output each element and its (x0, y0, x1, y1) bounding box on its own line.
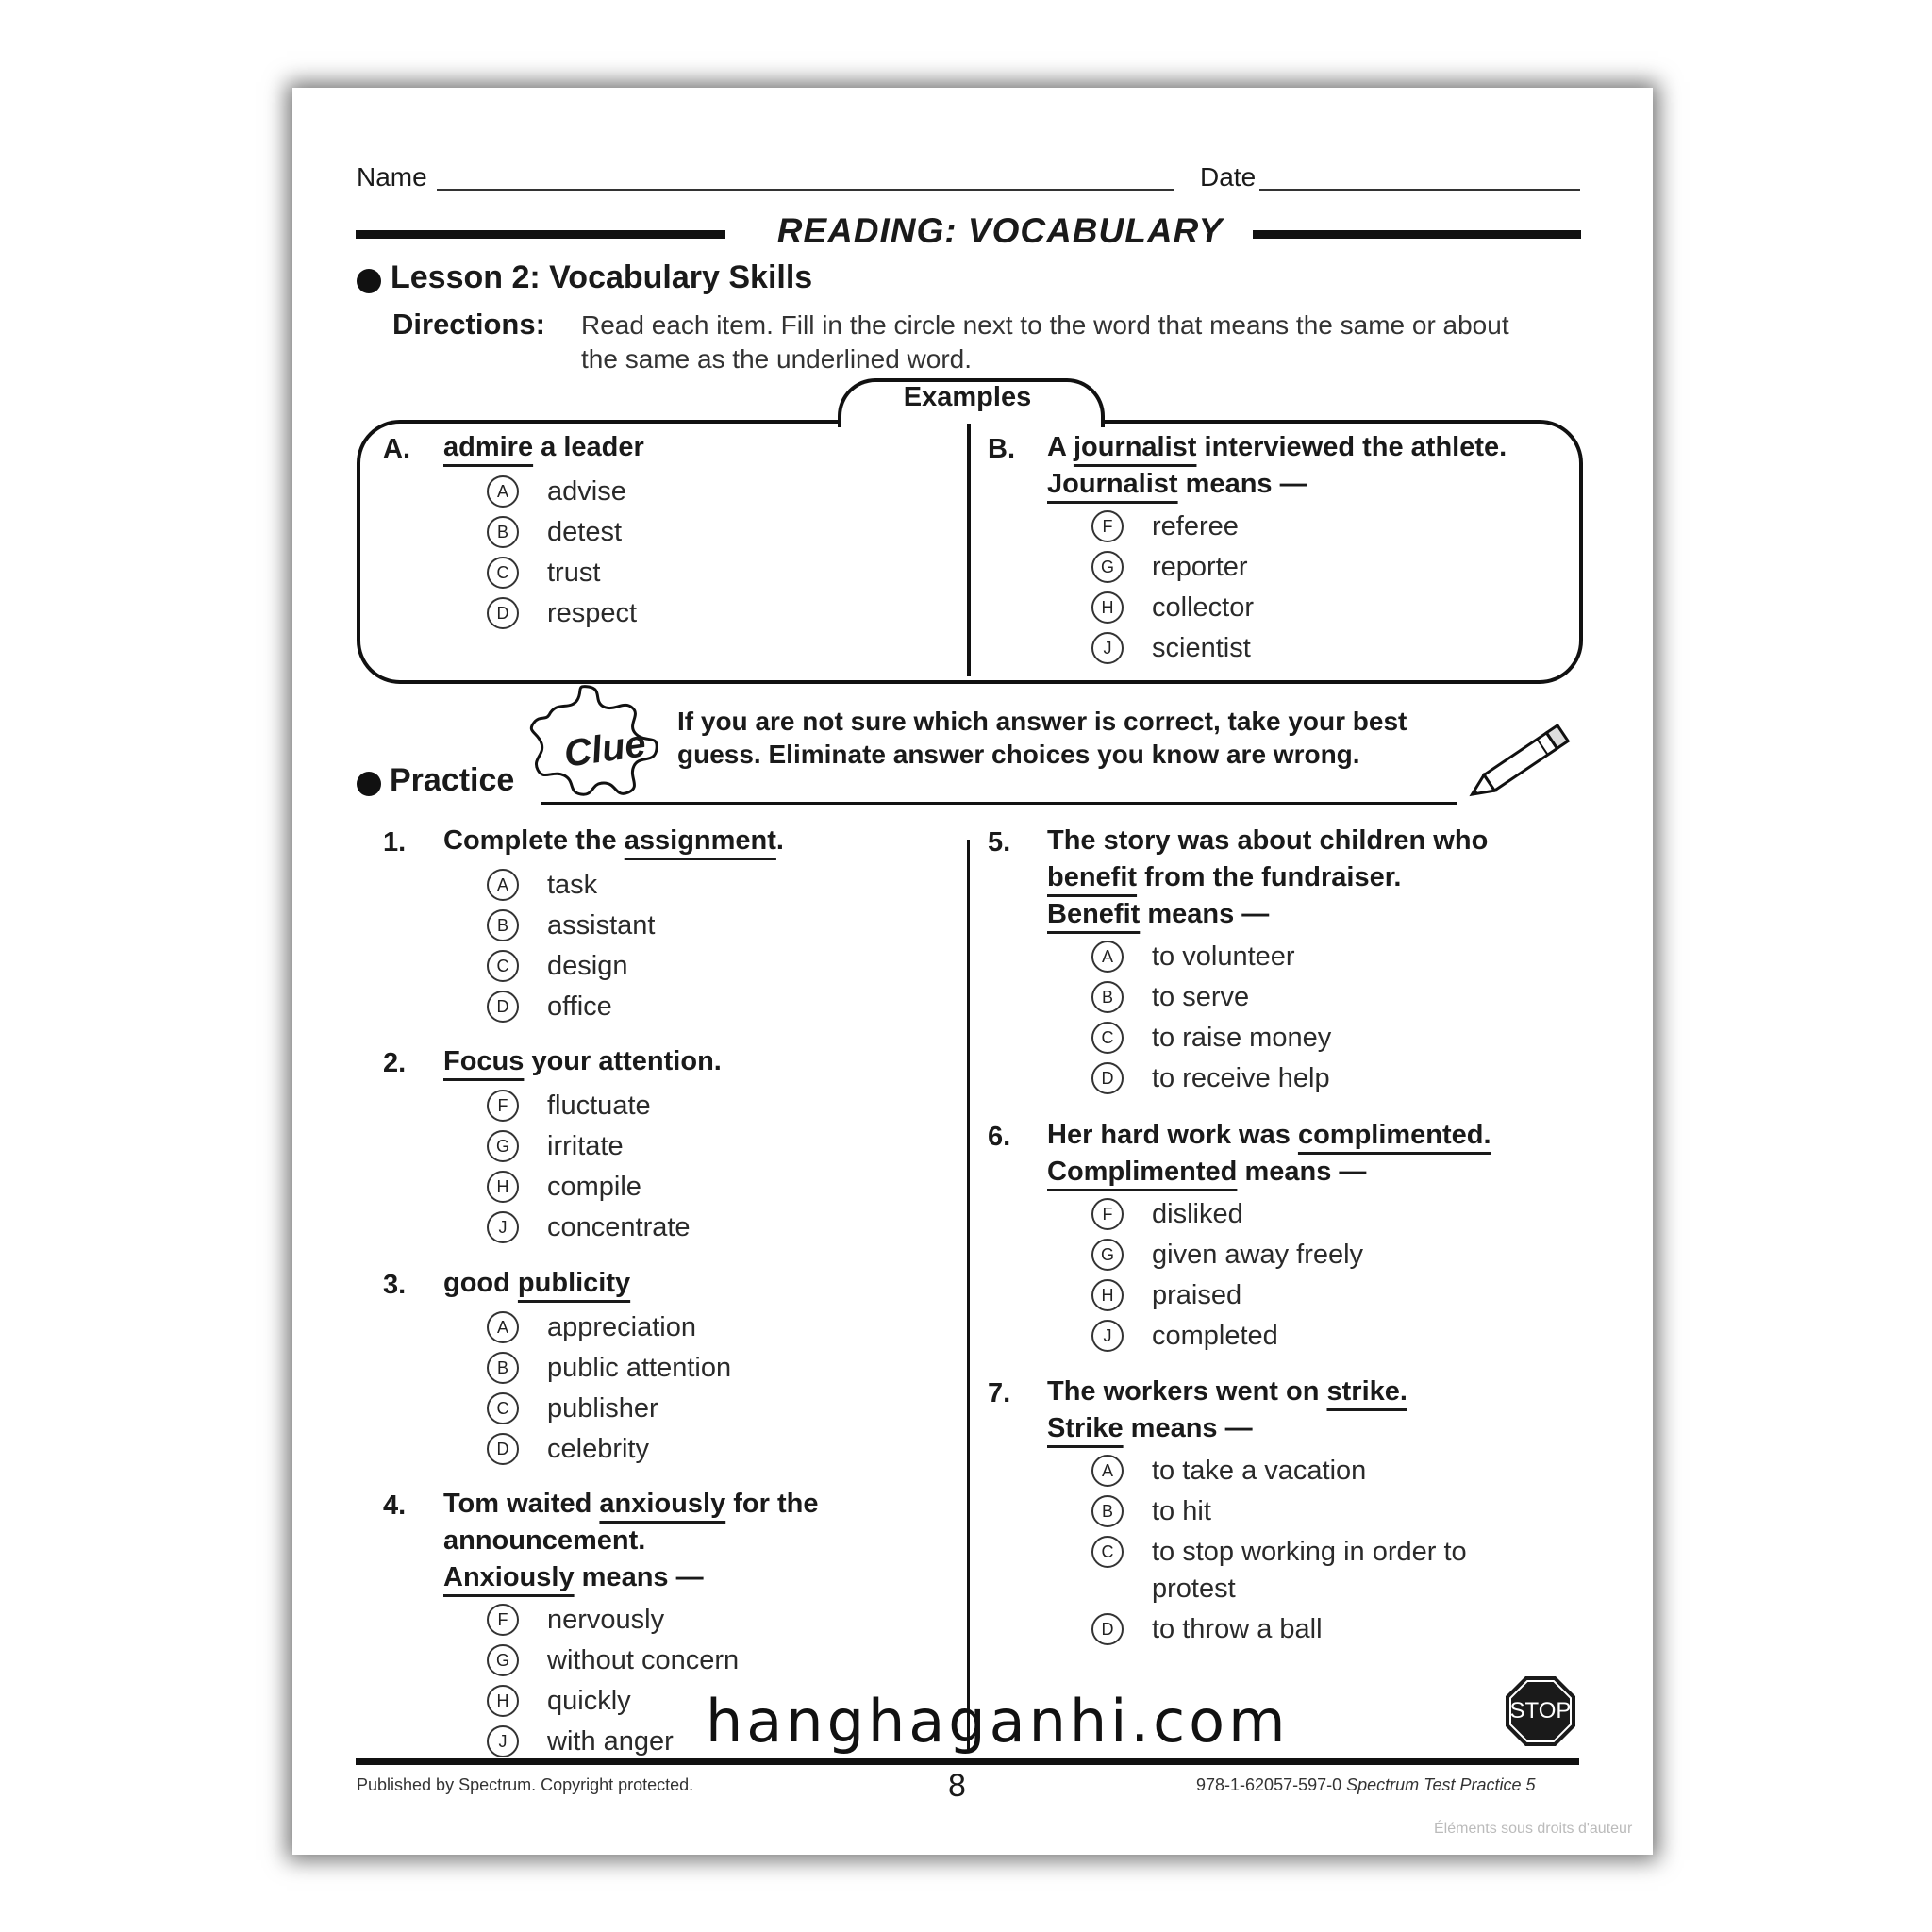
question-2-option[interactable]: J concentrate (487, 1211, 691, 1243)
answer-bubble[interactable]: F (1091, 510, 1124, 542)
practice-title: Practice (390, 762, 515, 798)
question-3-option[interactable]: C publisher (487, 1392, 658, 1424)
question-7-option[interactable]: D to throw a ball (1091, 1613, 1323, 1645)
answer-bubble[interactable]: G (1091, 1239, 1124, 1271)
question-4-option[interactable]: G without concern (487, 1644, 739, 1676)
practice-column-divider (967, 840, 970, 1753)
directions-label: Directions: (392, 308, 545, 341)
directions-line-2: the same as the underlined word. (581, 344, 973, 374)
answer-bubble[interactable]: D (487, 597, 519, 629)
example-b-option[interactable]: H collector (1091, 591, 1254, 624)
answer-bubble[interactable]: B (1091, 981, 1124, 1013)
example-b-number: B. (988, 434, 1015, 464)
name-line (437, 189, 1174, 191)
answer-bubble[interactable]: F (487, 1604, 519, 1636)
question-7-option[interactable]: B to hit (1091, 1495, 1211, 1527)
answer-bubble[interactable]: H (1091, 1279, 1124, 1311)
answer-bubble[interactable]: D (487, 991, 519, 1023)
lesson-bullet (357, 269, 381, 293)
example-a-question: admire a leader (443, 432, 644, 462)
answer-bubble[interactable]: G (487, 1130, 519, 1162)
answer-bubble[interactable]: C (1091, 1022, 1124, 1054)
question-5-text-line-2: benefit from the fundraiser. (1047, 862, 1402, 892)
question-7-number: 7. (988, 1378, 1011, 1408)
footer-rule (356, 1758, 1579, 1765)
answer-bubble[interactable]: D (1091, 1062, 1124, 1094)
question-4-option[interactable]: J with anger (487, 1725, 674, 1757)
practice-rule (541, 802, 1457, 805)
answer-bubble[interactable]: C (487, 1392, 519, 1424)
answer-bubble[interactable]: H (487, 1171, 519, 1203)
answer-bubble[interactable]: F (1091, 1198, 1124, 1230)
example-b-question-line-1: A journalist interviewed the athlete. (1047, 432, 1507, 462)
question-1-option[interactable]: A task (487, 869, 597, 901)
question-7-option-c-continued: protest (1152, 1573, 1236, 1604)
answer-bubble[interactable]: J (487, 1725, 519, 1757)
question-1-option[interactable]: D office (487, 991, 612, 1023)
lesson-title: Lesson 2: Vocabulary Skills (391, 259, 813, 295)
answer-bubble[interactable]: D (1091, 1613, 1124, 1645)
question-2-option[interactable]: H compile (487, 1171, 641, 1203)
answer-bubble[interactable]: J (1091, 632, 1124, 664)
question-6-text-line-2: Complimented means — (1047, 1157, 1367, 1187)
question-7-text-line-1: The workers went on strike. (1047, 1376, 1407, 1407)
question-4-text-line-1: Tom waited anxiously for the (443, 1489, 819, 1519)
question-3-number: 3. (383, 1270, 407, 1300)
question-6-number: 6. (988, 1122, 1011, 1152)
question-1-option[interactable]: C design (487, 950, 627, 982)
answer-bubble[interactable]: A (1091, 941, 1124, 973)
question-6-option[interactable]: G given away freely (1091, 1239, 1363, 1271)
question-6-text-line-1: Her hard work was complimented. (1047, 1120, 1491, 1150)
pencil-icon (1460, 717, 1579, 808)
question-1-text: Complete the assignment. (443, 825, 784, 856)
question-3-option[interactable]: D celebrity (487, 1433, 649, 1465)
watermark-text: hanghaganhi.com (706, 1687, 1290, 1756)
question-6-option[interactable]: H praised (1091, 1279, 1241, 1311)
page-title: READING: VOCABULARY (776, 211, 1224, 250)
question-7-option[interactable]: A to take a vacation (1091, 1455, 1366, 1487)
example-a-option[interactable]: D respect (487, 597, 637, 629)
answer-bubble[interactable]: C (487, 557, 519, 589)
practice-bullet (357, 772, 381, 796)
answer-bubble[interactable]: J (1091, 1320, 1124, 1352)
name-label: Name (357, 162, 427, 192)
example-b-option[interactable]: J scientist (1091, 632, 1251, 664)
question-6-option[interactable]: J completed (1091, 1320, 1278, 1352)
example-a-number: A. (383, 434, 410, 464)
question-2-text: Focus your attention. (443, 1046, 722, 1076)
answer-bubble[interactable]: F (487, 1090, 519, 1122)
question-5-option[interactable]: C to raise money (1091, 1022, 1331, 1054)
example-a-option[interactable]: A advise (487, 475, 626, 508)
example-b-option[interactable]: G reporter (1091, 551, 1248, 583)
date-line (1259, 189, 1580, 191)
footer-publisher: Published by Spectrum. Copyright protected. (357, 1775, 694, 1794)
page-number: 8 (948, 1768, 966, 1804)
example-a-option[interactable]: B detest (487, 516, 622, 548)
question-1-option[interactable]: B assistant (487, 909, 655, 941)
question-3-option[interactable]: B public attention (487, 1352, 731, 1384)
date-label: Date (1200, 162, 1257, 192)
question-3-option[interactable]: A appreciation (487, 1311, 696, 1343)
copyright-mark: Éléments sous droits d'auteur (1434, 1821, 1633, 1837)
answer-bubble[interactable]: A (487, 475, 519, 508)
question-5-text-line-1: The story was about children who (1047, 825, 1489, 856)
answer-bubble[interactable]: H (487, 1685, 519, 1717)
answer-bubble[interactable]: B (487, 909, 519, 941)
title-rule-right (1253, 230, 1581, 239)
question-2-number: 2. (383, 1048, 407, 1078)
clue-line-2: guess. Eliminate answer choices you know are wrong. (677, 740, 1360, 769)
question-4-option[interactable]: H quickly (487, 1685, 631, 1717)
answer-bubble[interactable]: J (487, 1211, 519, 1243)
answer-bubble[interactable]: A (487, 869, 519, 901)
answer-bubble[interactable]: D (487, 1433, 519, 1465)
answer-bubble[interactable]: B (487, 1352, 519, 1384)
answer-bubble[interactable]: G (487, 1644, 519, 1676)
answer-bubble[interactable]: A (487, 1311, 519, 1343)
question-3-text: good publicity (443, 1268, 631, 1298)
question-4-option[interactable]: F nervously (487, 1604, 664, 1636)
question-4-text-line-2: announcement. (443, 1525, 646, 1556)
stop-label: STOP (1509, 1698, 1572, 1724)
question-5-option[interactable]: B to serve (1091, 981, 1249, 1013)
answer-bubble[interactable]: B (487, 516, 519, 548)
clue-line-1: If you are not sure which answer is correct, take your best (677, 707, 1407, 736)
example-a-option[interactable]: C trust (487, 557, 600, 589)
clue-badge: Clue (561, 723, 649, 775)
question-7-text-line-2: Strike means — (1047, 1413, 1253, 1443)
example-b-question-line-2: Journalist means — (1047, 469, 1307, 499)
footer-book-info: 978-1-62057-597-0 Spectrum Test Practice 5 (1196, 1775, 1536, 1794)
question-5-option[interactable]: D to receive help (1091, 1062, 1330, 1094)
question-5-option[interactable]: A to volunteer (1091, 941, 1295, 973)
question-2-option[interactable]: F fluctuate (487, 1090, 651, 1122)
question-2-option[interactable]: G irritate (487, 1130, 624, 1162)
question-5-number: 5. (988, 827, 1011, 858)
title-rule-left (356, 230, 725, 239)
answer-bubble[interactable]: H (1091, 591, 1124, 624)
question-1-number: 1. (383, 827, 407, 858)
question-6-option[interactable]: F disliked (1091, 1198, 1243, 1230)
examples-divider (967, 424, 971, 676)
question-5-text-line-3: Benefit means — (1047, 899, 1270, 929)
answer-bubble[interactable]: A (1091, 1455, 1124, 1487)
question-7-option[interactable]: C to stop working in order to (1091, 1536, 1467, 1568)
directions-line-1: Read each item. Fill in the circle next to the word that means the same or about (581, 310, 1509, 340)
example-b-option[interactable]: F referee (1091, 510, 1239, 542)
answer-bubble[interactable]: G (1091, 551, 1124, 583)
question-4-number: 4. (383, 1491, 407, 1521)
answer-bubble[interactable]: C (1091, 1536, 1124, 1568)
answer-bubble[interactable]: C (487, 950, 519, 982)
question-4-text-line-3: Anxiously means — (443, 1562, 704, 1592)
examples-label: Examples (903, 382, 1032, 412)
answer-bubble[interactable]: B (1091, 1495, 1124, 1527)
